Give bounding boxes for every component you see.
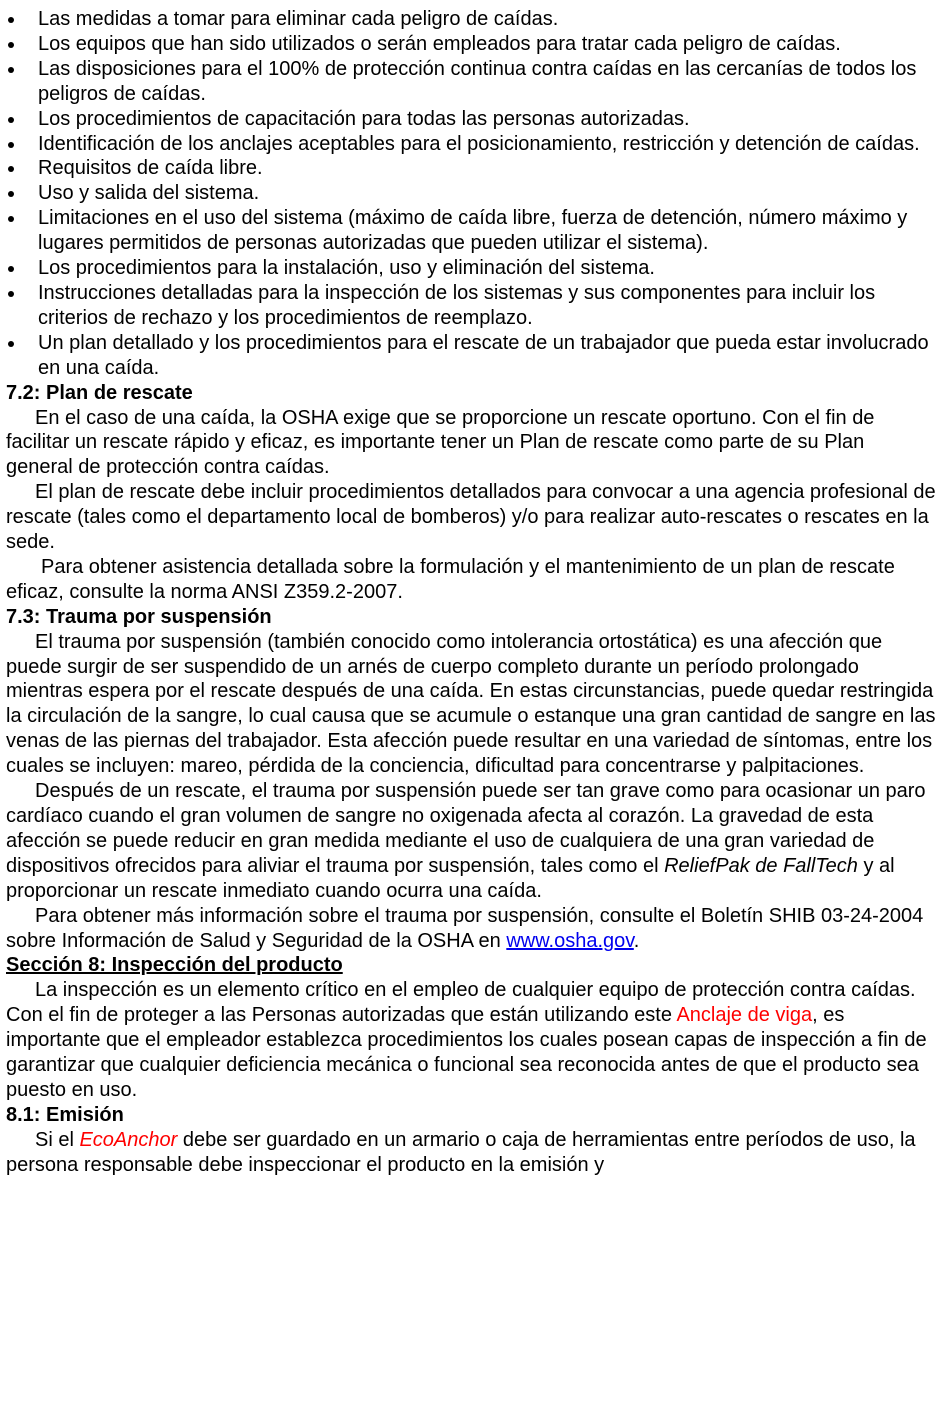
bullet-icon xyxy=(8,17,14,23)
paragraph: Si el EcoAnchor debe ser guardado en un armario o caja de herramientas entre períodos de uso, la persona responsable debe inspeccionar el producto en la emisión y xyxy=(6,1128,916,1176)
bullet-icon xyxy=(8,266,14,272)
bullet-icon xyxy=(8,291,14,297)
section-8-1-heading: 8.1: Emisión xyxy=(6,1103,124,1126)
paragraph: En el caso de una caída, la OSHA exige que se proporcione un rescate oportuno. Con el fin de facilitar un rescate rápido y eficaz, es importante tener un Plan de rescate como parte de su Plan general de protección contra caídas. xyxy=(6,406,875,479)
requirements-list xyxy=(6,7,936,381)
paragraph: El plan de rescate debe incluir procedimientos detallados para convocar a una agencia profesional de rescate (tales como el departamento local de bomberos) y/o para realizar auto-rescates o rescates en la sede. xyxy=(6,481,936,554)
list-item: Instrucciones detalladas para la inspección de los sistemas y sus componentes para incluir los criterios de rechazo y los procedimientos de reemplazo. xyxy=(6,281,936,331)
bullet-icon xyxy=(8,142,14,148)
product-name: ReliefPak de FallTech xyxy=(664,854,858,877)
paragraph: La inspección es un elemento crítico en el empleo de cualquier equipo de protección contra caídas. Con el fin de proteger a las Personas autorizadas que están utilizando este Anclaje de viga, es importante que el empleador establezca procedimientos los cuales posean capas de inspección a fin de garantizar que cualquier deficiencia mecánica o funcional sea reconocida antes de que el producto sea puesto en uso. xyxy=(6,979,927,1101)
list-item: Uso y salida del sistema. xyxy=(6,181,936,206)
section-8-heading: Sección 8: Inspección del producto xyxy=(6,954,343,977)
list-item: Un plan detallado y los procedimientos para el rescate de un trabajador que pueda estar involucrado en una caída. xyxy=(6,331,936,381)
bullet-icon xyxy=(8,67,14,73)
list-item: Las disposiciones para el 100% de protección continua contra caídas en las cercanías de todos los peligros de caídas. xyxy=(6,57,936,107)
paragraph: Para obtener asistencia detallada sobre la formulación y el mantenimiento de un plan de rescate eficaz, consulte la norma ANSI Z359.2-2007. xyxy=(6,555,895,603)
paragraph: El trauma por suspensión (también conocido como intolerancia ortostática) es una afección que puede surgir de ser suspendido de un arnés de cuerpo completo durante un período prolongado mientras espera por el rescate después de una caída. En estas circunstancias, puede quedar restringida la circulación de la sangre, lo cual causa que se acumule o estanque una gran cantidad de sangre en las venas de las piernas del trabajador. Esta afección puede resultar en una variedad de síntomas, entre los cuales se incluyen: mareo, pérdida de la conciencia, dificultad para concentrarse y palpitaciones. xyxy=(6,630,936,778)
list-item: Identificación de los anclajes aceptables para el posicionamiento, restricción y detención de caídas. xyxy=(6,132,936,157)
paragraph: Para obtener más información sobre el trauma por suspensión, consulte el Boletín SHIB 03-24-2004 sobre Información de Salud y Seguridad de la OSHA en www.osha.gov. xyxy=(6,904,924,952)
bullet-icon xyxy=(8,42,14,48)
product-name: EcoAnchor xyxy=(79,1128,178,1151)
list-item: Limitaciones en el uso del sistema (máximo de caída libre, fuerza de detención, número máximo y lugares permitidos de personas autorizadas que pueden utilizar el sistema). xyxy=(6,206,936,256)
bullet-icon xyxy=(8,191,14,197)
list-item: Las medidas a tomar para eliminar cada peligro de caídas. xyxy=(6,7,936,32)
list-item: Los procedimientos para la instalación, uso y eliminación del sistema. xyxy=(6,256,936,281)
paragraph: Después de un rescate, el trauma por suspensión puede ser tan grave como para ocasionar un paro cardíaco cuando el gran volumen de sangre no oxigenada afecta al corazón. La gravedad de esta afección se puede reducir en gran medida mediante el uso de cualquiera de una gran variedad de dispositivos ofrecidos para aliviar el trauma por suspensión, tales como el ReliefPak de FallTech y al proporcionar un rescate inmediato cuando ocurra una caída. xyxy=(6,780,926,902)
bullet-icon xyxy=(8,117,14,123)
section-7-2-heading: 7.2: Plan de rescate xyxy=(6,381,193,404)
section-7-3-heading: 7.3: Trauma por suspensión xyxy=(6,605,272,628)
bullet-icon xyxy=(8,166,14,172)
osha-link[interactable]: www.osha.gov xyxy=(506,929,634,952)
list-item: Requisitos de caída libre. xyxy=(6,156,936,181)
bullet-icon xyxy=(8,341,14,347)
list-item: Los equipos que han sido utilizados o serán empleados para tratar cada peligro de caídas. xyxy=(6,32,936,57)
bullet-icon xyxy=(8,216,14,222)
list-item: Los procedimientos de capacitación para todas las personas autorizadas. xyxy=(6,107,936,132)
product-name: Anclaje de viga xyxy=(676,1004,813,1027)
